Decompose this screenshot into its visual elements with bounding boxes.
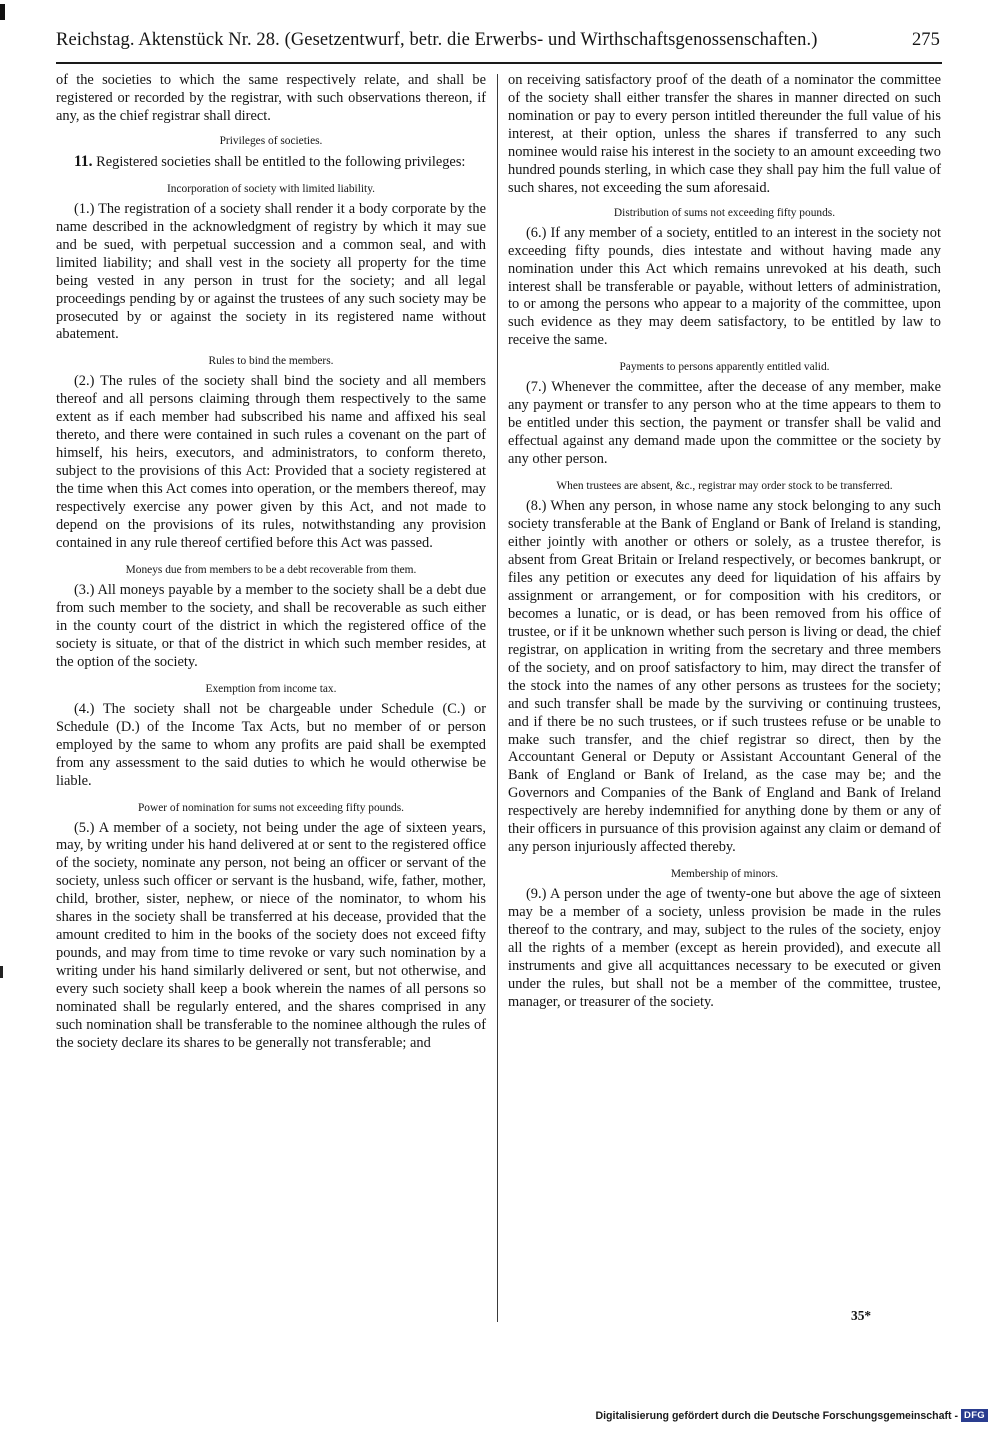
running-title: Reichstag. Aktenstück Nr. 28. (Gesetzentwurf, betr. die Erwerbs- und Wirthschaftsgenossenschaften.) [56,30,818,50]
marginal-heading: Payments to persons apparently entitled valid. [619,361,830,374]
credit-text: Digitalisierung gefördert durch die Deutsche Forschungsgemeinschaft - [595,1409,959,1422]
column-divider [497,74,498,1322]
paragraph: (3.) All moneys payable by a member to the society shall be a debt due from such member to the society, and shall be recoverable as such either in the county court of the district in which the registered office of the society is situate, or that of the district in which such member resides, at the option of the society. [56,581,486,670]
paragraph: (2.) The rules of the society shall bind the society and all members thereof and all persons claiming through them respectively to the same extent as if each member had subscribed his name and affixed his seal thereto, and there were contained in such rules a covenant on the part of himself, his heirs, executors, and administrators, to conform thereto, subject to the provisions of this Act: Provided that a society registered at the time when this Act comes into operation, or the members thereof, may respectively exercise any power given by this Act, and not made to depend on the provisions of its rules, notwithstanding any provision contained in any rule thereof certified before this Act was passed. [56,373,486,552]
section-number: 11. [74,152,93,170]
paragraph: on receiving satisfactory proof of the death of a nominator the committee of the society shall either transfer the shares in manner directed on such nomination or pay to every person intitled thereunder the full value of his interest, at their option, unless the shares if transferred to any such nominee would raise his interest in the society to an amount exceeding two hundred pounds sterling, in which case they shall pay him the full value of such shares, not exceeding the sum aforesaid. [508,72,941,196]
marginal-heading: When trustees are absent, &c., registrar may order stock to be transferred. [556,480,893,493]
paragraph: of the societies to which the same respectively relate, and shall be registered or recorded by the registrar, with such observations thereon, if any, as the chief registrar shall direct. [56,72,486,124]
paragraph: (6.) If any member of a society, entitled to an interest in the society not exceeding fifty pounds, dies intestate and without having made any nomination under this Act which remains unrevoked at his death, such interest shall be transferable or payable, without letters of administration, to or among the persons who appear to a majority of the committee, upon such evidence as they may deem satisfactory, to be entitled by law to receive the same. [508,224,941,349]
marginal-heading: Exemption from income tax. [205,682,337,695]
marginal-heading: Incorporation of society with limited liability. [166,182,376,195]
marginal-heading: Moneys due from members to be a debt recoverable from them. [125,563,417,576]
marginal-heading: Membership of minors. [670,868,779,881]
right-column [508,72,941,1012]
dfg-logo: DFG [961,1409,988,1422]
paragraph: (4.) The society shall not be chargeable under Schedule (C.) or Schedule (D.) of the Income Tax Acts, but no member of or person employed by the same to whom any profits are paid shall be exempted from any assessment to the said duties to which he would otherwise be liable. [56,700,486,789]
scan-edge-mark [0,966,3,978]
paragraph: (7.) Whenever the committee, after the decease of any member, make any payment or transfer to any person who at the time appears to them to be entitled under this section, the payment or transfer shall be valid and effectual against any demand made upon the committee or the society by any other person. [508,379,941,468]
running-header [56,30,940,56]
section-paragraph [56,153,486,172]
section-heading: Privileges of societies. [219,134,323,147]
marginal-heading: Distribution of sums not exceeding fifty pounds. [613,206,836,219]
page-number: 275 [911,30,940,50]
marginal-heading: Rules to bind the members. [208,355,334,368]
marginal-heading: Power of nomination for sums not exceeding fifty pounds. [137,801,405,814]
section-text: Registered societies shall be entitled to the following privileges: [96,153,466,170]
digitization-credit [595,1409,988,1422]
header-rule [56,62,942,64]
sheet-signature: 35* [851,1308,872,1323]
paragraph: (8.) When any person, in whose name any stock belonging to any such society transferable at the Bank of England or Bank of Ireland is standing, either jointly with another or others or solely, as a trustee therefor, is absent from Great Britain or Ireland respectively, or becomes bankrupt, or files any petition or executes any deed for liquidation of his affairs by assignment or arrangement, or for composition with his creditors, or becomes a lunatic, or is dead, or has been removed from his office of trustee, or if it be unknown whether such person is living or dead, the chief registrar, on application in writing from the secretary and three members of the society, and on proof satisfactory to him, may direct the transfer of the stock into the names of any other persons as trustees for the society; and such transfer shall be made by the surviving or continuing trustees, and if there be no such trustees, or if such trustees refuse or be unable to make such transfer, and the chief registrar so direct, then by the Accountant General or Deputy or Assistant Accountant General of the Bank of England or Bank of Ireland, as the case may be; and the Governors and Companies of the Bank of England and Bank of Ireland respectively are hereby indemnified for anything done by them or any of their officers in pursuance of this provision against any claim or demand of any person injuriously affected thereby. [508,498,941,856]
left-column [56,72,486,1053]
paragraph: (5.) A member of a society, not being under the age of sixteen years, may, by writing under his hand delivered at or sent to the registered office of the society, nominate any person, not being an officer or servant of the society, unless such officer or servant is the husband, wife, father, mother, child, brother, sister, nephew, or niece of the nominator, to whom his shares in the society shall be transferred at his decease, provided that the amount credited to him in the books of the society does not exceed fifty pounds, and may from time to time revoke or vary such nomination by a writing under his hand similarly delivered or sent, but not otherwise, and every such society shall keep a book wherein the names of all persons so nominated shall be regularly entered, and the shares comprised in any such nomination shall be transferable to the nominee although the rules of the society declare its shares to be generally not transferable; and [56,819,486,1051]
paragraph: (9.) A person under the age of twenty-one but above the age of sixteen may be a member of a society, unless provision be made in the rules thereof to the contrary, and may, subject to the rules of the society, enjoy all the rights of a member (except as herein provided), and execute all instruments and give all acquittances necessary to be executed or given under the rules, but shall not be a member of the committee, trustee, manager, or treasurer of the society. [508,886,941,1010]
paragraph: (1.) The registration of a society shall render it a body corporate by the name described in the acknowledgment of registry by which it may sue and be sued, with perpetual succession and a common seal, and with limited liability; and shall vest in the society all property for the time being vested in any person in trust for the society; and all legal proceedings pending by or against the trustees of any such society may be prosecuted by or against the society in its registered name without abatement. [56,200,486,343]
scan-edge-mark [0,4,5,20]
